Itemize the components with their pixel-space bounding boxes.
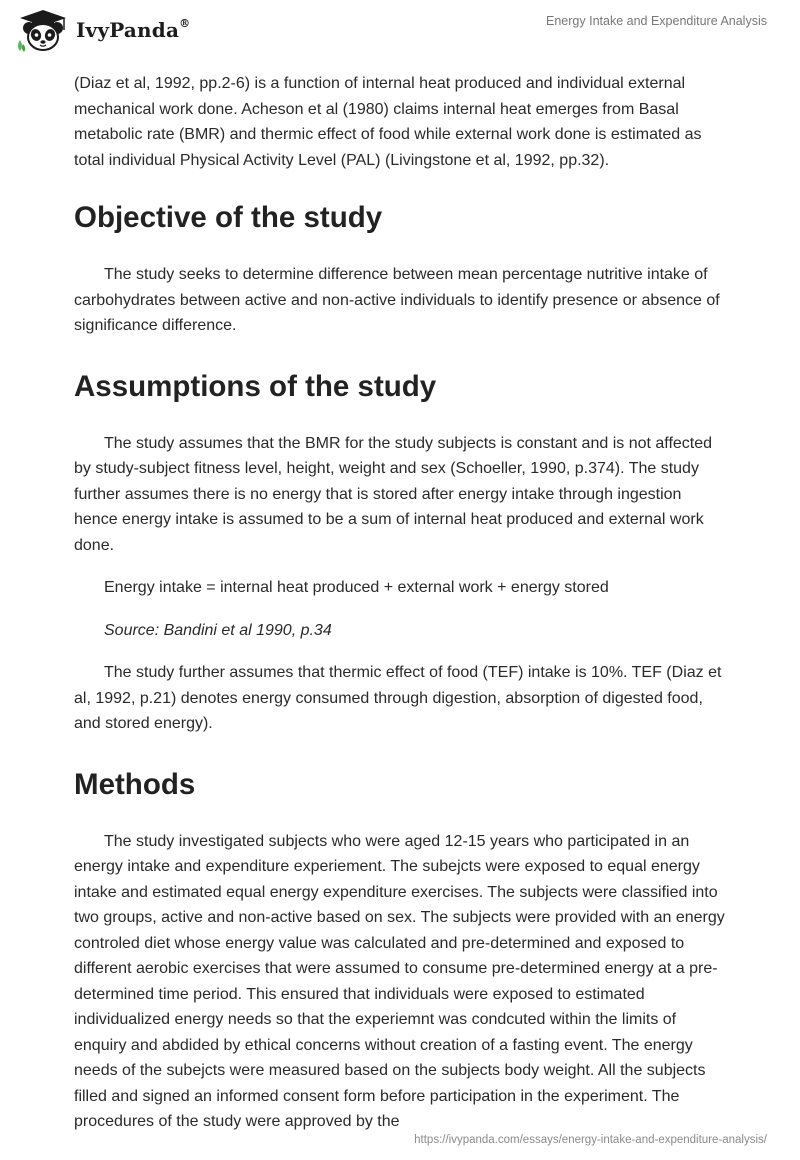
energy-equation: Energy intake = internal heat produced + external work + energy stored bbox=[104, 579, 609, 596]
intro-paragraph: (Diaz et al, 1992, pp.2-6) is a function of internal heat produced and individual external mechanical work done. Acheson et al (1980) claims internal heat emerges from Basal metabolic rate (BMR) and thermic effect of food while external work done is estimated as total individual Physical Activity Level (PAL) (Livingstone et al, 1992, pp.32). bbox=[74, 75, 702, 169]
page-header bbox=[0, 0, 800, 64]
document-title: Energy Intake and Expenditure Analysis bbox=[546, 14, 767, 28]
essay-body bbox=[74, 71, 728, 1135]
source-url[interactable]: https://ivypanda.com/essays/energy-intake-and-expenditure-analysis/ bbox=[414, 1134, 767, 1146]
tef-paragraph: The study further assumes that thermic effect of food (TEF) intake is 10%. TEF (Diaz et al, 1992, p.21) denotes energy consumed through digestion, absorption of digested food, and stored energy). bbox=[74, 664, 722, 732]
panda-mascot-icon bbox=[14, 8, 72, 52]
ivypanda-logo[interactable] bbox=[14, 8, 190, 52]
assumptions-paragraph: The study assumes that the BMR for the study subjects is constant and is not affected by study-subject fitness level, height, weight and sex (Schoeller, 1990, p.374). The study further assumes there is no energy that is stored after energy intake through ingestion hence energy intake is assumed to be a sum of internal heat produced and external work done. bbox=[74, 434, 713, 554]
objective-heading: Objective of the study bbox=[74, 201, 383, 234]
equation-source: Source: Bandini et al 1990, p.34 bbox=[104, 621, 332, 639]
brand-name: IvyPanda® bbox=[76, 17, 191, 42]
methods-paragraph: The study investigated subjects who were aged 12-15 years who participated in an energy intake and expenditure experiement. The subejcts were exposed to equal energy intake and estimated equal energy expenditure exercises. The subjects were classified into two groups, active and non-active based on sex. The subjects were provided with an energy controled diet whose energy value was calculated and pre-determined and exposed to different aerobic exercises that were assumed to consume pre-determined energy at a pre-determined time period. This ensured that individuals were exposed to estimated individualized energy needs so that the experiemnt was condcuted within the limits of enquiry and abdided by ethical concerns without creation of a fasting event. The energy needs of the subejcts were measured based on the subjects body weight. All the subjects filled and signed an informed consent form before participation in the experiment. The procedures of the study were approved by the bbox=[74, 832, 725, 1130]
objective-paragraph: The study seeks to determine difference between mean percentage nutritive intake of carbohydrates between active and non-active individuals to identify presence or absence of significance difference. bbox=[74, 266, 720, 334]
methods-heading: Methods bbox=[74, 767, 196, 801]
assumptions-heading: Assumptions of the study bbox=[74, 369, 437, 403]
